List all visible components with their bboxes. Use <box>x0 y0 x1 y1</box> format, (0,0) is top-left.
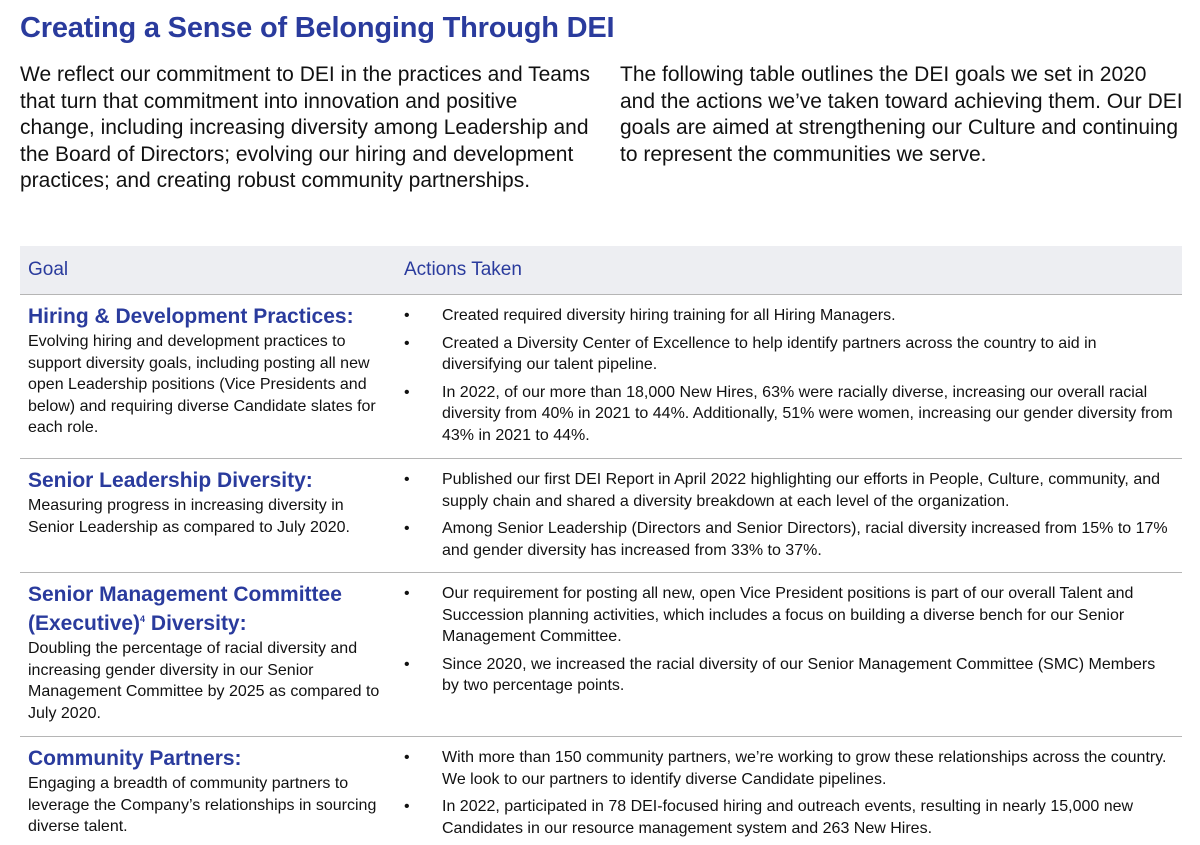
bullet-icon: • <box>404 655 410 673</box>
goal-description: Evolving hiring and development practices to support diversity goals, including posting all new open Leadership positions (Vice Presidents and below) and requiring diverse Candidate slates for each role. <box>28 333 376 436</box>
bullet-icon: • <box>404 520 410 537</box>
bullet-icon: • <box>404 383 410 401</box>
table-row-smc <box>20 573 1182 737</box>
goal-description: Doubling the percentage of racial diversity and increasing gender diversity in our Senior Management Committee by 2025 as compared to July 2020. <box>28 640 380 722</box>
actions-cell <box>404 747 1174 845</box>
actions-cell <box>404 583 1174 703</box>
goal-cell <box>28 305 390 439</box>
intro-left-paragraph: We reflect our commitment to DEI in the practices and Teams that turn that commitment into innovation and positive change, including increasing diversity among Leadership and the Board of Directors; evolving our hiring and development practices; and creating robust community partnerships. <box>20 63 590 192</box>
goal-cell <box>28 747 390 838</box>
action-item: • In 2022, of our more than 18,000 New Hires, 63% were racially diverse, increasing our overall racial diversity from 40% in 2021 to 44%. Additionally, 51% were women, increasing our gender diversity from 43% in 2021 to 44%. <box>404 383 1173 444</box>
dei-goals-table <box>20 246 1182 843</box>
action-item: • Among Senior Leadership (Directors and Senior Directors), racial diversity increased from 15% to 17% and gender diversity has increased from 33% to 37%. <box>404 520 1168 559</box>
goal-cell <box>28 469 390 538</box>
intro-right-paragraph: The following table outlines the DEI goals we set in 2020 and the actions we’ve taken toward achieving them. Our DEI goals are aimed at strengthening our Culture and continuing to represent the communities we serve. <box>620 63 1183 166</box>
bullet-icon: • <box>404 749 410 766</box>
goal-title: Senior Management Committee (Executive)$^4$ Diversity: <box>28 583 342 635</box>
action-item: • Created required diversity hiring training for all Hiring Managers. <box>404 305 1174 327</box>
header-actions-taken: Actions Taken <box>404 259 522 280</box>
goal-description: Engaging a breadth of community partners to leverage the Company’s relationships in sourcing diverse talent. <box>28 775 377 835</box>
action-item: • Created a Diversity Center of Excellence to help identify partners across the country to aid in diversifying our talent pipeline. <box>404 334 1097 373</box>
goal-title: Senior Leadership Diversity: <box>28 469 313 492</box>
goal-description: Measuring progress in increasing diversity in Senior Leadership as compared to July 2020. <box>28 497 350 536</box>
bullet-icon: • <box>404 585 410 602</box>
goal-title: Hiring & Development Practices: <box>28 305 354 328</box>
table-row-community <box>20 737 1182 843</box>
header-goal: Goal <box>28 259 69 280</box>
bullet-icon: • <box>404 798 410 815</box>
bullet-icon: • <box>404 334 410 352</box>
action-item: • In 2022, participated in 78 DEI-focused hiring and outreach events, resulting in nearly 15,000 new Candidates in our resource management system and 263 New Hires. <box>404 798 1134 837</box>
bullet-icon: • <box>404 471 410 488</box>
action-item: • Since 2020, we increased the racial diversity of our Senior Management Committee (SMC) Members by two percentage points. <box>404 655 1156 694</box>
action-item: • With more than 150 community partners, we’re working to grow these relationships across the country. We look to our partners to identify diverse Candidate pipelines. <box>404 749 1167 788</box>
page-title: Creating a Sense of Belonging Through DEI <box>20 12 615 44</box>
goal-title: Community Partners: <box>28 747 242 770</box>
footnote-marker: 4 <box>140 614 146 624</box>
table-row-hiring <box>20 295 1182 459</box>
action-item: • Our requirement for posting all new, open Vice President positions is part of our overall Talent and Succession planning activities, which includes a focus on building a diverse bench for our Senior Management Committee. <box>404 585 1134 645</box>
table-header <box>20 246 1182 295</box>
actions-cell <box>404 469 1174 567</box>
action-item: • Published our first DEI Report in April 2022 highlighting our efforts in People, Culture, community, and supply chain and shared a diversity breakdown at each level of the organization. <box>404 471 1161 510</box>
bullet-icon: • <box>404 307 410 324</box>
table-row-senior-leadership <box>20 459 1182 573</box>
goal-cell <box>28 583 390 724</box>
actions-cell <box>404 305 1174 452</box>
